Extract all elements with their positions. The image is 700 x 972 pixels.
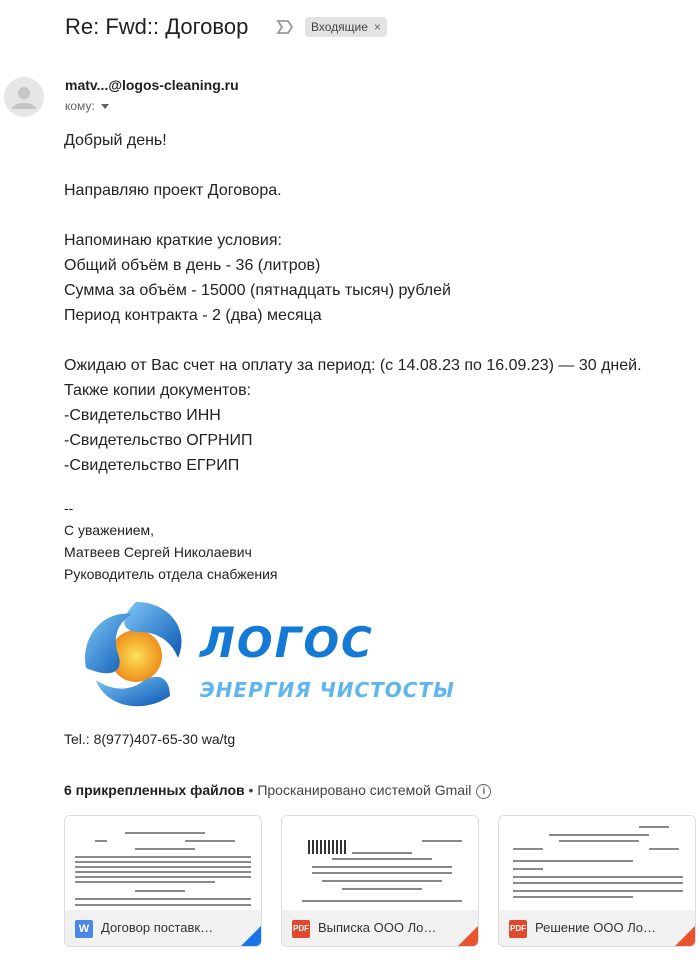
body-line: Сумма за объём - 15000 (пятнадцать тысяч) рублей xyxy=(64,282,451,299)
body-line: Добрый день! xyxy=(64,132,167,149)
sender-avatar[interactable] xyxy=(4,77,44,117)
to-label: кому: xyxy=(65,99,95,113)
attachment-preview xyxy=(499,816,695,910)
inbox-label-text: Входящие xyxy=(311,20,368,34)
signature-dash: -- xyxy=(64,500,74,516)
logo-word: ЛОГОС xyxy=(200,618,374,667)
person-icon xyxy=(4,77,44,117)
sender-address[interactable]: matv...@logos-cleaning.ru xyxy=(65,77,239,93)
signature-name: Матвеев Сергей Николаевич xyxy=(64,544,252,560)
attachment-name: Договор поставк… xyxy=(101,920,214,935)
signature-regards: С уважением, xyxy=(64,522,155,538)
recipients-toggle[interactable] xyxy=(65,99,109,113)
body-line: Общий объём в день - 36 (литров) xyxy=(64,257,321,274)
word-file-icon: W xyxy=(75,920,93,938)
signature xyxy=(64,497,278,585)
body-line: Период контракта - 2 (два) месяца xyxy=(64,307,322,324)
email-body xyxy=(64,128,642,478)
attachment-card[interactable] xyxy=(64,815,262,947)
body-line: Также копии документов: xyxy=(64,382,252,399)
body-line: Направляю проект Договора. xyxy=(64,182,282,199)
pdf-file-icon: PDF xyxy=(292,920,310,938)
file-corner-icon xyxy=(241,926,261,946)
file-corner-icon xyxy=(675,926,695,946)
file-corner-icon xyxy=(458,926,478,946)
body-line: Напоминаю краткие условия: xyxy=(64,232,282,249)
attachment-card[interactable] xyxy=(498,815,696,947)
attachment-name: Выписка ООО Ло… xyxy=(318,920,437,935)
body-line: -Свидетельство ИНН xyxy=(64,407,221,424)
info-icon[interactable]: i xyxy=(476,784,491,799)
attachment-card[interactable] xyxy=(281,815,479,947)
body-line: Ожидаю от Вас счет на оплату за период: (с 14.08.23 по 16.09.23) — 30 дней. xyxy=(64,357,642,374)
inbox-label-chip[interactable] xyxy=(305,17,387,37)
body-line: -Свидетельство ОГРНИП xyxy=(64,432,253,449)
scan-status: • Просканировано системой Gmail xyxy=(244,782,472,798)
signature-phone: Tel.: 8(977)407-65-30 wa/tg xyxy=(64,731,236,747)
attachments-header xyxy=(64,782,491,799)
attachment-preview xyxy=(65,816,261,910)
email-subject: Re: Fwd:: Договор xyxy=(65,14,249,39)
body-line: -Свидетельство ЕГРИП xyxy=(64,457,240,474)
chevron-down-icon[interactable] xyxy=(101,104,109,109)
signature-position: Руководитель отдела снабжения xyxy=(64,566,278,582)
pdf-file-icon: PDF xyxy=(509,920,527,938)
attachment-preview xyxy=(282,816,478,910)
attachment-name: Решение ООО Ло… xyxy=(535,920,656,935)
logo-tagline: ЭНЕРГИЯ ЧИСТОСТЫ xyxy=(200,678,455,702)
remove-label-icon[interactable]: × xyxy=(373,20,381,34)
attachments-count: 6 прикрепленных файлов xyxy=(64,782,245,798)
importance-marker-icon[interactable] xyxy=(274,17,296,37)
